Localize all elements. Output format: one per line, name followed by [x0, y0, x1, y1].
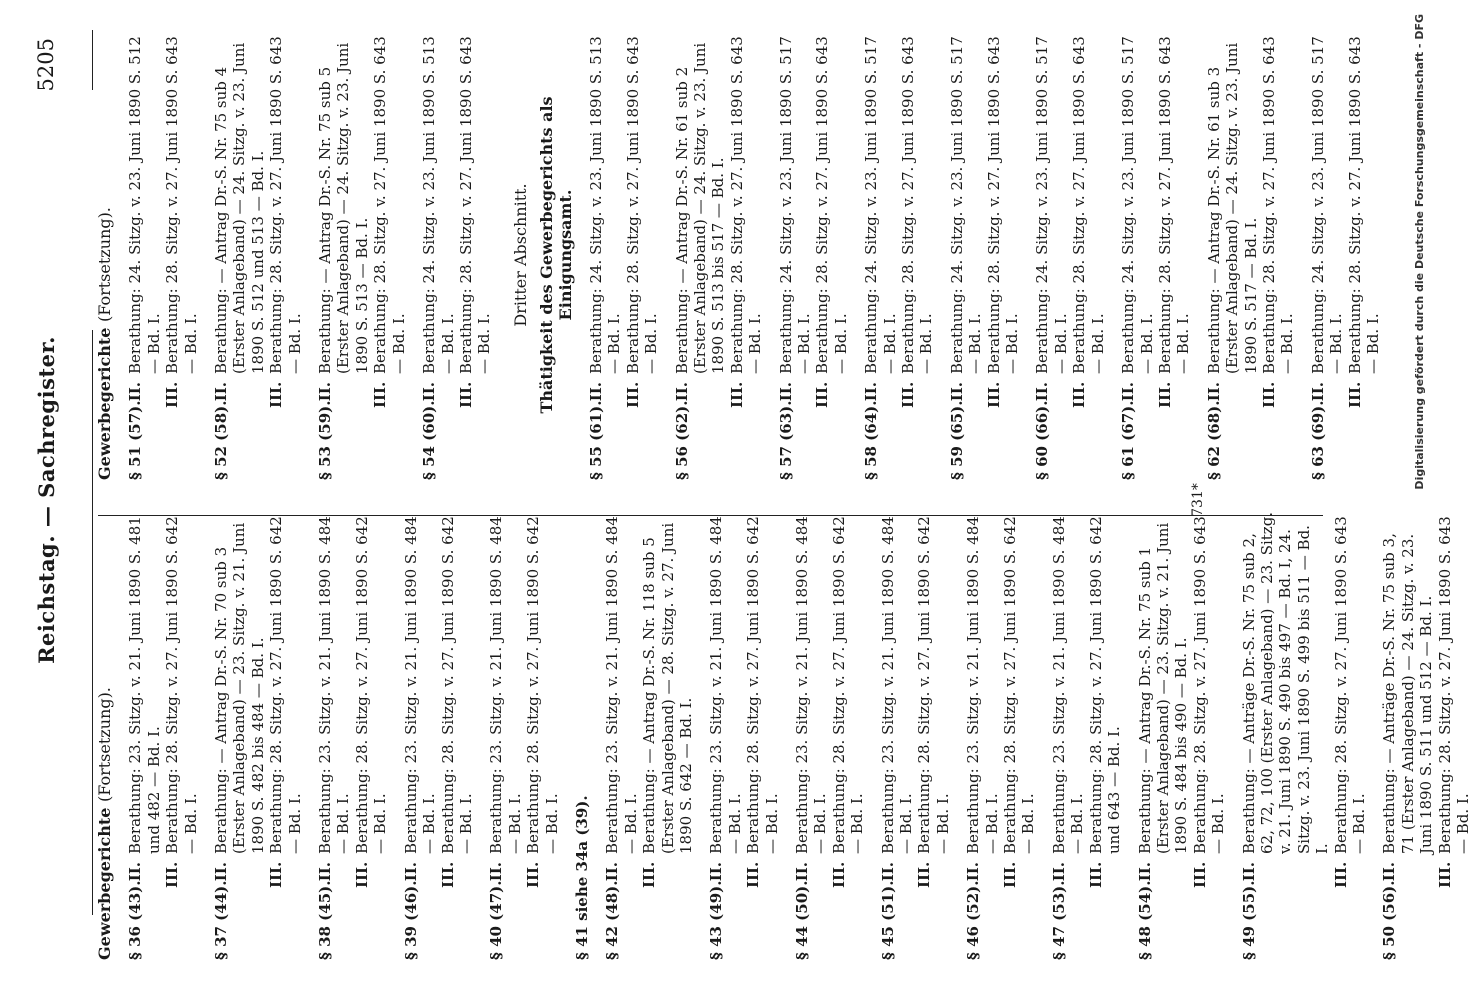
- reading-number: III.: [640, 861, 659, 888]
- reading-number: II.: [1049, 862, 1068, 882]
- reading-text: Berathung: 24. Sitzg. v. 23. Juni 1890 S. 517 — Bd. I.: [1033, 36, 1070, 374]
- paragraph-label: § 60 (66).: [1033, 400, 1052, 480]
- reading-entry: [673, 30, 728, 408]
- reading-entry: [126, 30, 163, 408]
- reading-number: III.: [727, 381, 746, 408]
- paragraph-entry: [126, 30, 200, 480]
- paragraph-body: [673, 30, 765, 408]
- paragraph-label: § 38 (45).: [316, 880, 335, 960]
- reading-number: II.: [793, 862, 811, 882]
- reading-number: III.: [1345, 381, 1364, 408]
- reading-number: II.: [776, 382, 795, 402]
- reading-entry: [316, 510, 353, 888]
- reading-text: Berathung: 28. Sitzg. v. 27. Juni 1890 S. 643 — Bd. I.: [1331, 516, 1368, 854]
- paragraph-body: [487, 510, 561, 888]
- reading-entry: [267, 510, 304, 888]
- reading-entry: [1033, 30, 1070, 408]
- paragraph-label: § 46 (52).: [964, 880, 983, 960]
- reading-entry: [793, 510, 830, 888]
- reading-text: Berathung: 28. Sitzg. v. 27. Juni 1890 S. 643 — Bd. I.: [1345, 36, 1382, 374]
- page-number-rule: [92, 30, 93, 90]
- reading-number: III.: [1435, 861, 1454, 888]
- reading-number: II.: [420, 382, 439, 402]
- paragraph-body: [948, 30, 1022, 408]
- reading-number: II.: [212, 382, 231, 402]
- reading-number: III.: [456, 381, 475, 408]
- reading-text: Berathung: 23. Sitzg. v. 21. Juni 1890 S. 481 und 482 — Bd. I.: [126, 516, 163, 854]
- reading-number: III.: [1070, 381, 1089, 408]
- reading-entry: [1205, 30, 1260, 408]
- paragraph-body: [587, 30, 661, 408]
- reading-number: III.: [1331, 861, 1350, 888]
- reading-entry: [212, 510, 267, 888]
- reading-text: Berathung: 28. Sitzg. v. 27. Juni 1890 S. 643 — Bd. I.: [1259, 36, 1297, 374]
- reading-text: Berathung: 24. Sitzg. v. 23. Juni 1890 S. 513 — Bd. I.: [420, 36, 457, 374]
- paragraph-entry: [1240, 510, 1369, 960]
- reading-entry: [830, 510, 867, 888]
- reading-number: III.: [899, 381, 918, 408]
- paragraph-label: § 56 (62).: [672, 400, 691, 480]
- reading-number: II.: [878, 862, 897, 882]
- reading-entry: [353, 510, 390, 888]
- reading-text: Berathung: 24. Sitzg. v. 23. Juni 1890 S. 517 — Bd. I.: [776, 36, 813, 374]
- paragraph-entry: [1309, 30, 1383, 480]
- reading-number: III.: [1190, 861, 1209, 888]
- reading-number: III.: [1086, 861, 1105, 888]
- column-title: [96, 30, 114, 480]
- reading-text: Berathung: 28. Sitzg. v. 27. Juni 1890 S. 643 — Bd. I.: [1190, 516, 1228, 854]
- reading-entry: [316, 30, 371, 408]
- reading-entry: [777, 30, 814, 408]
- paragraph-entry: [1119, 30, 1193, 480]
- paragraph-label: § 47 (53).: [1049, 880, 1068, 960]
- reading-number: II.: [586, 382, 605, 402]
- page-number: 5205: [34, 38, 58, 92]
- left-column: [95, 510, 1472, 960]
- reading-text: Berathung: — Antrag Dr.-S. Nr. 61 sub 3 (Erster Anlageband) — 24. Sitzg. v. 23. Juni 1890 S. 517 — Bd. I.: [1204, 42, 1260, 374]
- reading-entry: [1070, 30, 1107, 408]
- reading-text: Berathung: 24. Sitzg. v. 23. Juni 1890 S. 517 — Bd. I.: [947, 36, 985, 374]
- reading-number: III.: [623, 381, 642, 408]
- reading-number: III.: [352, 861, 371, 888]
- paragraph-body: [316, 510, 390, 888]
- reading-text: Berathung: 28. Sitzg. v. 27. Juni 1890 S. 642 — Bd. I.: [163, 516, 200, 854]
- paragraph-entry: [587, 30, 661, 480]
- reading-text: Berathung: 24. Sitzg. v. 23. Juni 1890 S. 512 — Bd. I.: [126, 36, 163, 374]
- reading-entry: [1136, 510, 1191, 888]
- paragraph-entry: [673, 30, 765, 480]
- paragraph-body: [1136, 510, 1228, 888]
- reading-entry: [267, 30, 304, 408]
- reading-number: III.: [267, 381, 286, 408]
- reading-number: II.: [862, 382, 881, 402]
- paragraph-label: § 39 (46).: [401, 880, 420, 960]
- reading-entry: [1087, 510, 1124, 888]
- paragraph-label: § 55 (61).: [586, 400, 605, 480]
- reading-number: III.: [744, 861, 763, 888]
- reading-text: Berathung: 28. Sitzg. v. 27. Juni 1890 S. 643 — Bd. I.: [267, 36, 304, 374]
- paragraph-body: [1205, 30, 1297, 408]
- reading-entry: [964, 510, 1001, 888]
- reading-number: II.: [316, 862, 335, 882]
- reading-number: II.: [1239, 862, 1258, 882]
- reading-text: Berathung: 28. Sitzg. v. 27. Juni 1890 S. 643 — Bd. I.: [984, 36, 1022, 374]
- reading-text: Berathung: 28. Sitzg. v. 27. Juni 1890 S. 643 — Bd. I.: [163, 36, 200, 374]
- reading-entry: [524, 510, 561, 888]
- sidebar-strip: [1400, 0, 1432, 1000]
- paragraph-entry: [603, 510, 695, 960]
- paragraph-entry: [420, 30, 494, 480]
- paragraph-label: § 62 (68).: [1204, 400, 1223, 480]
- reading-entry: [1332, 510, 1369, 888]
- paragraph-entry: [793, 510, 867, 960]
- reading-text: Berathung: — Antrag Dr.-S. Nr. 75 sub 4 (Erster Anlageband) — 24. Sitzg. v. 23. Juni 1890 S. 512 und 513 — Bd. I.: [212, 42, 267, 374]
- reading-text: Berathung: 23. Sitzg. v. 21. Juni 1890 S. 484 — Bd. I.: [487, 516, 524, 854]
- reading-text: Berathung: — Anträge Dr.-S. Nr. 75 sub 3, 71 (Erster Anlageband) — 24. Sitzg. v. 23. Juni 1890 S. 511 und 512 — Bd. I.: [1380, 533, 1436, 854]
- reading-text: Berathung: — Antrag Dr.-S. Nr. 118 sub 5 (Erster Anlageband) — 28. Sitzg. v. 27. Juni 1890 S. 642 — Bd. I.: [640, 522, 695, 854]
- paragraph-body: [879, 510, 953, 888]
- reading-text: Berathung: 23. Sitzg. v. 21. Juni 1890 S. 484 — Bd. I.: [707, 516, 744, 854]
- reading-text: Berathung: 28. Sitzg. v. 27. Juni 1890 S. 643 — Bd. I.: [371, 36, 408, 374]
- paragraph-body: [1240, 510, 1369, 888]
- reading-text: Berathung: — Antrag Dr.-S. Nr. 75 sub 5 (Erster Anlageband) — 24. Sitzg. v. 23. Juni 1890 S. 513 — Bd. I.: [316, 42, 371, 374]
- paragraph-body: [707, 510, 781, 888]
- reading-entry: [487, 510, 524, 888]
- reading-text: Berathung: 23. Sitzg. v. 21. Juni 1890 S. 484 — Bd. I.: [964, 516, 1001, 854]
- reading-text: Berathung: 28. Sitzg. v. 27. Juni 1890 S. 642 und 643 — Bd. I.: [1086, 516, 1124, 854]
- paragraph-label: § 36 (43).: [126, 880, 145, 960]
- reading-number: II.: [603, 862, 622, 882]
- paragraph-body: [402, 510, 476, 888]
- paragraph-label: § 45 (51).: [878, 880, 897, 960]
- reading-entry: [1260, 30, 1297, 408]
- paragraph-label: § 61 (67).: [1119, 400, 1138, 480]
- reading-number: II.: [126, 382, 145, 402]
- reading-number: II.: [964, 862, 983, 882]
- paragraph-entry: [879, 510, 953, 960]
- paragraph-body: [126, 30, 200, 408]
- paragraph-body: [964, 510, 1038, 888]
- reading-number: III.: [267, 861, 286, 888]
- column-title-text: Gewerbegerichte: [95, 807, 114, 960]
- paragraph-label: § 51 (57).: [126, 400, 145, 480]
- paragraph-label: § 49 (55).: [1239, 880, 1258, 960]
- reading-text: Berathung: — Antrag Dr.-S. Nr. 61 sub 2 (Erster Anlageband) — 24. Sitzg. v. 23. Juni 1890 S. 513 bis 517 — Bd. I.: [672, 42, 728, 374]
- section-heading: Dritter Abschnitt.: [510, 183, 530, 327]
- paragraph-body: [862, 30, 936, 408]
- reading-number: II.: [126, 862, 145, 882]
- paragraph-entry: [1205, 30, 1297, 480]
- reading-entry: [1240, 510, 1332, 888]
- reading-number: II.: [316, 382, 335, 402]
- reading-text: Berathung: — Antrag Dr.-S. Nr. 70 sub 3 (Erster Anlageband) — 23. Sitzg. v. 21. Juni 1890 S. 482 bis 484 — Bd. I.: [212, 522, 267, 854]
- reading-entry: [1436, 510, 1472, 888]
- reading-number: III.: [915, 861, 934, 888]
- paragraph-entry: [212, 510, 304, 960]
- reading-text: Berathung: 23. Sitzg. v. 21. Juni 1890 S. 484 — Bd. I.: [316, 516, 353, 854]
- paragraph-label: § 40 (47).: [487, 880, 506, 960]
- reading-text: Berathung: 28. Sitzg. v. 27. Juni 1890 S. 643 — Bd. I.: [1070, 36, 1107, 374]
- reading-entry: [624, 30, 661, 408]
- paragraph-list: [126, 30, 493, 480]
- page-header: [0, 0, 96, 1000]
- paragraph-label: § 57 (63).: [776, 400, 795, 480]
- reading-number: III.: [1001, 861, 1020, 888]
- reading-entry: [744, 510, 781, 888]
- reading-number: II.: [1204, 382, 1223, 402]
- paragraph-label: § 58 (64).: [862, 400, 881, 480]
- reading-number: III.: [163, 381, 182, 408]
- paragraph-entry: [964, 510, 1038, 960]
- paragraph-list: [587, 30, 1382, 480]
- reading-entry: [879, 510, 916, 888]
- paragraph-body: [777, 30, 851, 408]
- paragraph-body: [1309, 30, 1383, 408]
- paragraph-body: [1033, 30, 1107, 408]
- reading-entry: [985, 30, 1022, 408]
- reading-number: III.: [438, 861, 457, 888]
- paragraph-list: [603, 510, 1472, 960]
- reading-number: III.: [829, 861, 848, 888]
- paragraph-entry: [862, 30, 936, 480]
- reading-number: II.: [1135, 862, 1154, 882]
- paragraph-entry: [1136, 510, 1228, 960]
- reading-entry: [1001, 510, 1038, 888]
- column-title-continued: (Fortsetzung).: [95, 207, 114, 322]
- reading-text: Berathung: 28. Sitzg. v. 27. Juni 1890 S. 642 — Bd. I.: [1001, 516, 1038, 854]
- reading-entry: [603, 510, 640, 888]
- paragraph-entry: [707, 510, 781, 960]
- reading-text: Berathung: 23. Sitzg. v. 21. Juni 1890 S. 484 — Bd. I.: [793, 516, 830, 854]
- paragraph-label: § 53 (59).: [316, 400, 335, 480]
- reading-text: Berathung: 24. Sitzg. v. 23. Juni 1890 S. 517 — Bd. I.: [1119, 36, 1156, 374]
- paragraph-entry: [1033, 30, 1107, 480]
- reading-text: Berathung: 23. Sitzg. v. 21. Juni 1890 S. 484 — Bd. I.: [878, 516, 916, 854]
- column-title: [96, 510, 114, 960]
- paragraph-label: § 42 (48).: [603, 880, 622, 960]
- reading-entry: [899, 30, 936, 408]
- printer-signature: 731*: [1190, 483, 1206, 517]
- paragraph-label: § 54 (60).: [420, 400, 439, 480]
- reading-entry: [420, 30, 457, 408]
- reading-number: II.: [672, 382, 691, 402]
- paragraph-entry: [1050, 510, 1124, 960]
- reading-text: Berathung: — Antrag Dr.-S. Nr. 75 sub 1 (Erster Anlageband) — 23. Sitzg. v. 21. Juni 1890 S. 484 bis 490 — Bd. I.: [1135, 522, 1191, 854]
- paragraph-body: [1050, 510, 1124, 888]
- paragraph-label: § 52 (58).: [212, 400, 231, 480]
- reading-number: III.: [1155, 381, 1174, 408]
- reading-number: II.: [487, 862, 506, 882]
- reading-entry: [371, 30, 408, 408]
- paragraph-label: § 44 (50).: [793, 880, 811, 960]
- reading-text: Berathung: 23. Sitzg. v. 21. Juni 1890 S. 484 — Bd. I.: [401, 516, 439, 854]
- reading-entry: [1119, 30, 1156, 408]
- reading-number: II.: [947, 382, 966, 402]
- reading-entry: [212, 30, 267, 408]
- reading-entry: [587, 30, 624, 408]
- right-column: [95, 30, 1382, 480]
- paragraph-entry: [487, 510, 561, 960]
- reading-entry: [126, 510, 163, 888]
- reading-text: Berathung: 24. Sitzg. v. 23. Juni 1890 S. 513 — Bd. I.: [586, 36, 624, 374]
- funding-note: Digitalisierung gefördert durch die Deutsche Forschungsgemeinschaft - DFG: [1413, 14, 1426, 490]
- column-title-continued: (Fortsetzung).: [95, 687, 114, 802]
- reading-text: Berathung: 28. Sitzg. v. 27. Juni 1890 S. 642 — Bd. I.: [267, 516, 304, 854]
- reading-entry: [1156, 30, 1193, 408]
- reading-entry: [163, 510, 200, 888]
- reading-entry: [439, 510, 476, 888]
- reading-text: Berathung: 24. Sitzg. v. 23. Juni 1890 S. 517 — Bd. I.: [862, 36, 899, 374]
- reading-entry: [457, 30, 494, 408]
- paragraph-body: [793, 510, 867, 888]
- reading-entry: [1309, 30, 1346, 408]
- reading-text: Berathung: 24. Sitzg. v. 23. Juni 1890 S. 517 — Bd. I.: [1308, 36, 1346, 374]
- reading-number: III.: [371, 381, 390, 408]
- reading-text: Berathung: 28. Sitzg. v. 27. Juni 1890 S. 642 — Bd. I.: [915, 516, 952, 854]
- paragraph-entry: [948, 30, 1022, 480]
- reading-text: Berathung: 28. Sitzg. v. 27. Juni 1890 S. 643 — Bd. I.: [813, 36, 850, 374]
- reading-entry: [862, 30, 899, 408]
- reading-number: II.: [707, 862, 726, 882]
- reading-number: II.: [212, 862, 231, 882]
- paragraph-label: § 63 (69).: [1308, 400, 1327, 480]
- reading-text: Berathung: 28. Sitzg. v. 27. Juni 1890 S. 643 — Bd. I.: [899, 36, 936, 374]
- reading-text: Berathung: 28. Sitzg. v. 27. Juni 1890 S. 642 — Bd. I.: [524, 516, 561, 854]
- paragraph-label: § 37 (44).: [212, 880, 231, 960]
- reading-entry: [915, 510, 952, 888]
- reading-number: II.: [1119, 382, 1138, 402]
- paragraph-body: [126, 510, 200, 888]
- paragraph-body: [212, 510, 304, 888]
- reading-text: Berathung: 28. Sitzg. v. 27. Juni 1890 S. 643 — Bd. I.: [456, 36, 494, 374]
- reading-entry: [728, 30, 765, 408]
- paragraph-label: § 48 (54).: [1135, 880, 1154, 960]
- reading-entry: [707, 510, 744, 888]
- reading-number: III.: [984, 381, 1003, 408]
- reading-text: Berathung: 28. Sitzg. v. 27. Juni 1890 S. 642 — Bd. I.: [438, 516, 475, 854]
- reading-text: Berathung: — Anträge Dr.-S. Nr. 75 sub 2, 62, 72, 100 (Erster Anlageband) — 23. Sitzg. v. 21. Juni 1890 S. 490 bis 497 — Bd. I, 24. Sitzg. v. 23. Juni 1890 S. 499 bis 511 — Bd. I.: [1239, 511, 1332, 854]
- paragraph-label: § 43 (49).: [707, 880, 726, 960]
- reading-number: II.: [1380, 862, 1399, 882]
- paragraph-entry: [316, 30, 408, 480]
- paragraph-body: [1119, 30, 1193, 408]
- reading-text: Berathung: 28. Sitzg. v. 27. Juni 1890 S. 643 — Bd. I.: [1435, 516, 1472, 854]
- reading-entry: [1050, 510, 1087, 888]
- column-title-text: Gewerbegerichte: [95, 327, 114, 480]
- see-note: § 41 siehe 34a (39).: [572, 795, 591, 960]
- paragraph-list: [126, 510, 561, 960]
- paragraph-entry: [402, 510, 476, 960]
- reading-text: Berathung: 23. Sitzg. v. 21. Juni 1890 S. 484 — Bd. I.: [1049, 516, 1087, 854]
- header-rule: [92, 330, 93, 915]
- paragraph-label: § 50 (56).: [1380, 880, 1399, 960]
- section-title: Thätigkeit des Gewerbegerichts als Einigungsamt.: [537, 96, 575, 414]
- reading-text: Berathung: 23. Sitzg. v. 21. Juni 1890 S. 484 — Bd. I.: [603, 516, 640, 854]
- reading-text: Berathung: 28. Sitzg. v. 27. Juni 1890 S. 642 — Bd. I.: [744, 516, 781, 854]
- reading-entry: [163, 30, 200, 408]
- reading-entry: [948, 30, 985, 408]
- reading-text: Berathung: 28. Sitzg. v. 27. Juni 1890 S. 642 — Bd. I.: [352, 516, 390, 854]
- reading-number: II.: [401, 862, 420, 882]
- paragraph-entry: [777, 30, 851, 480]
- reading-number: II.: [1033, 382, 1052, 402]
- reading-number: III.: [163, 861, 182, 888]
- reading-text: Berathung: 28. Sitzg. v. 27. Juni 1890 S. 643 — Bd. I.: [727, 36, 765, 374]
- running-head: Reichstag. — Sachregister.: [34, 336, 59, 664]
- paragraph-entry: [316, 510, 390, 960]
- paragraph-entry: [212, 30, 304, 480]
- reading-number: III.: [1259, 381, 1278, 408]
- paragraph-body: [316, 30, 408, 408]
- paragraph-body: [603, 510, 695, 888]
- reading-text: Berathung: 28. Sitzg. v. 27. Juni 1890 S. 643 — Bd. I.: [1155, 36, 1193, 374]
- reading-number: III.: [524, 861, 543, 888]
- paragraph-entry: [126, 510, 200, 960]
- reading-text: Berathung: 28. Sitzg. v. 27. Juni 1890 S. 643 — Bd. I.: [623, 36, 661, 374]
- reading-entry: [402, 510, 439, 888]
- paragraph-body: [212, 30, 304, 408]
- paragraph-body: [420, 30, 494, 408]
- reading-entry: [640, 510, 695, 888]
- reading-number: II.: [1308, 382, 1327, 402]
- reading-entry: [1346, 30, 1383, 408]
- reading-entry: [813, 30, 850, 408]
- reading-number: III.: [813, 381, 832, 408]
- reading-text: Berathung: 28. Sitzg. v. 27. Juni 1890 S. 642 — Bd. I.: [829, 516, 867, 854]
- paragraph-label: § 59 (65).: [947, 400, 966, 480]
